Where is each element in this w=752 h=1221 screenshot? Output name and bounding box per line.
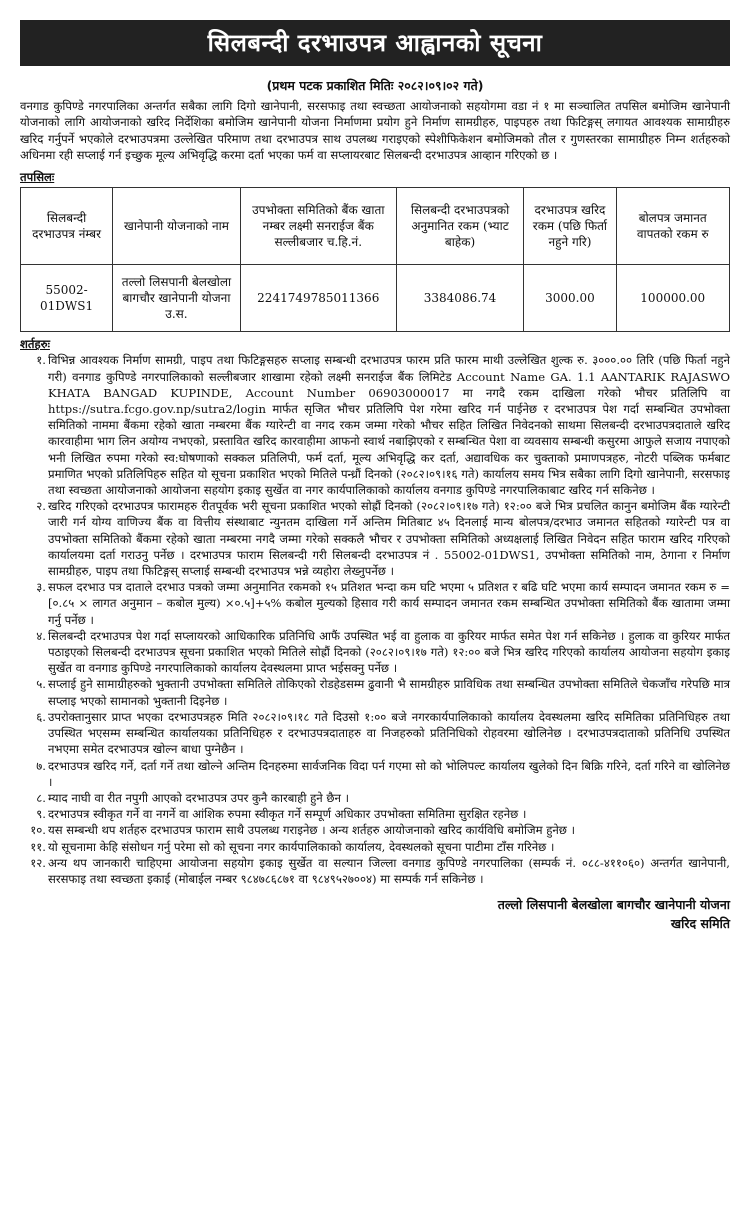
term-number: ५. xyxy=(36,677,46,692)
notice-page xyxy=(0,20,752,1221)
term-text: म्याद नाघी वा रीत नपुगी आएको दरभाउपत्र उपर कुनै कारबाही हुने छैन । xyxy=(48,790,350,805)
term-text: सफल दरभाउ पत्र दाताले दरभाउ पत्रको जम्मा अनुमानित रकमको १५ प्रतिशत भन्दा कम घटि भएमा ५ प्रतिशत र बढि घटि भएमा कार्य सम्पादन जमानत रकम रु = [०.८५ × लागत अनुमान – कबोल मुल्य) ×०.५]+५% कबोल मुल्यको हिसाव गरी कार्य सम्पादन जमानत रकम सम्बन्धित उपभोक्ता समितिको बैंक खातामा जम्मा गर्नु पर्नेछ । xyxy=(48,580,730,627)
term-text: सप्लाई हुने सामाग्रीहरुको भुक्तानी उपभोक्ता समितिले तोकिएको रोडहेडसम्म ढुवानी भै सामग्रीहरु प्राविधिक तथा सम्बन्धित उपभोक्ता समितिले चेकजाँच गरेपछि मात्र सप्लाइ भएको सामानको भुक्तानी दिइनेछ । xyxy=(48,677,730,708)
header-estimate: सिलबन्दी दरभाउपत्रको अनुमानित रकम (भ्याट बाहेक) xyxy=(396,188,524,265)
term-number: ८. xyxy=(36,790,46,805)
term-number: १०. xyxy=(30,823,46,838)
header-bank-account: उपभोक्ता समितिको बैंक खाता नम्बर लक्ष्मी सनराईज बैंक सल्लीबजार च.हि.नं. xyxy=(240,188,396,265)
term-text: उपरोक्तानुसार प्राप्त भएका दरभाउपत्रहरु मिति २०८२।०९।१८ गते दिउसो १:०० बजे नगरकार्यपालिकाको कार्यालय देवस्थलमा खरिद समितिका प्रतिनिधिहरु तथा उपस्थित भएसम्म सम्बन्धित कार्यालयका प्रतिनिधिहरु र दरभाउपत्रदाताहरु वा निजहरुको प्रतिनिधिको रोहवरमा खोलिनेछ । दरभाउपत्रदाताको प्रतिनिधि उपस्थित नभएमा समेत दरभाउपत्र खोल्न बाधा पुग्नेछैन । xyxy=(48,709,730,757)
term-item xyxy=(20,676,730,708)
term-item xyxy=(20,839,730,855)
term-text: दरभाउपत्र स्वीकृत गर्ने वा नगर्ने वा आंशिक रुपमा स्वीकृत गर्ने सम्पूर्ण अधिकार उपभोक्ता समितिमा सुरक्षित रहनेछ । xyxy=(48,807,527,822)
term-text: विभिन्न आवश्यक निर्माण सामग्री, पाइप तथा फिटिङ्गसहरु सप्लाइ सम्बन्धी दरभाउपत्र फारम प्रति फारम माथी उल्लेखित शुल्क रु. ३०००.०० तिरि (पछि फिर्ता नहुने गरी) वनगाड कुपिण्डे नगरपालिकाको सल्लीबजार शाखामा रहेको लक्ष्मी सनराईज बैंक लिमिटेड Account Name GA. 1.1 AANTARIK RAJASWO KHATA BANGAD KUPINDE, Account Number 06903000017 मा नगदै रकम दाखिला गरेको भौचर प्रतिलिपि वा https://sutra.fcgo.gov.np/sutra2/login मार्फत सृजित भौचर प्रतिलिपि पेश गरेमा खरिद गर्न पाईनेछ र दरभाउपत्र पेश गर्दा सम्बन्धित उपभोक्ता समितिको नाममा बैंकमा रहेको खाता नम्बरमा बैंक ग्यारेन्टी वा नगद रकम जम्मा गरेको भौचर सहित लिखित निवेदनको साथमा सिलबन्दी दरभाउपत्रदाताले खरिद कारवाहीमा भाग लिन अयोग्य नभएको, प्रस्तावित खरिद कारवाहीमा आफनो स्वार्थ नबाझिएको र सम्बन्धित पेशा वा व्यवसाय सम्बन्धी कसुरमा आफुले सजाय नपाएको भनी लिखित रुपमा गरेको स्व:घोषणाको सक्कल प्रतिलिपी, फर्म दर्ता, मूल्य अभिवृद्धि कर दर्ता, अद्यावधिक कर चुक्ताको प्रमाणपत्रहरु, नोटरी पब्लिक फर्मबाट प्रमाणित भएको प्रतिलिपिहरु सहित यो सूचना प्रकाशित भएको मितिले पन्ध्रौं दिनको (२०८२।०९।१६ गते) कार्यालय समय भित्र सबैका लागि दिगो खानेपानी, सरसफाइ तथा स्वच्छता आयोजनाको आयोजना सहयोग इकाइ सुर्खेत वा नगर कार्यपालिकाको कार्यालय वनगाड कुपिण्डे नगरपालिकाबाट खरिद गर्न सकिनेछ । xyxy=(48,353,730,498)
cell-security: 100000.00 xyxy=(616,265,730,332)
term-item xyxy=(20,352,730,498)
term-text: यस सम्बन्धी थप शर्तहरु दरभाउपत्र फाराम साथै उपलब्ध गराइनेछ । अन्य शर्तहरु आयोजनाको खरिद कार्यविधि बमोजिम हुनेछ । xyxy=(48,823,576,838)
bid-table xyxy=(20,187,730,332)
term-text: दरभाउपत्र खरिद गर्ने, दर्ता गर्ने तथा खोल्ने अन्तिम दिनहरुमा सार्वजनिक विदा पर्न गएमा सो को भोलिपल्ट कार्यालय खुलेको दिन बिक्रि गरिने, दर्ता गरिने वा खोलिनेछ । xyxy=(48,758,730,789)
term-number: ९. xyxy=(36,807,46,822)
term-text: अन्य थप जानकारी चाहिएमा आयोजना सहयोग इकाइ सुर्खेत वा सल्यान जिल्ला वनगाड कुपिण्डे नगरपालिका (सम्पर्क नं. ०८८-४११०६०) अन्तर्गत खानेपानी, सरसफाइ तथा स्वच्छता इकाई (मोबाईल नम्बर ९८४७८६८७१ वा ९८४९५२७००४) मा सम्पर्क गर्न सकिनेछ । xyxy=(48,855,730,886)
term-item xyxy=(20,628,730,677)
term-item xyxy=(20,806,730,822)
header-project-name: खानेपानी योजनाको नाम xyxy=(113,188,241,265)
term-number: २. xyxy=(36,499,46,514)
term-number: ६. xyxy=(36,709,46,724)
terms-label: शर्तहरुः xyxy=(20,337,50,352)
intro-paragraph: वनगाड कुपिण्डे नगरपालिका अन्तर्गत सबैका लागि दिगो खानेपानी, सरसफाइ तथा स्वच्छता आयोजनाको सहयोगमा वडा नं १ मा सञ्चालित तपसिल बमोजिम खानेपानी योजनाको लागि आयोजनाको खरिद निर्देशिका बमोजिम खानेपानी योजना निर्माणमा प्रयोग हुने निर्माण सामग्रीहरु, पाइपहरु तथा फिटिङ्गस् लगायत आवश्यक सामाग्रीहरु खरिद गर्नुपर्ने भएकोले दरभाउपत्रमा उल्लेखित परिमाण तथा दरभाउपत्र साथ उपलब्ध गराइएको स्पेशीफिकेशन बमोजिमको तौल र गुणस्तरका सामाग्रीहरु निम्न शर्तहरुको अधिनमा रही सप्लाई गर्न इच्छुक मूल्य अभिवृद्धि करमा दर्ता भएका फर्म वा सप्लायरबाट सिलबन्दी दरभाउपत्र आव्हान गरिएको छ । xyxy=(20,99,730,162)
term-item xyxy=(20,579,730,628)
term-text: यो सूचनामा केहि संसोधन गर्नु परेमा सो को सूचना नगर कार्यपालिकाको कार्यालय, देवस्थलको सूचना पाटीमा टाँस गरिनेछ । xyxy=(48,839,555,854)
cell-bid-number: 55002-01DWS1 xyxy=(21,265,113,332)
signature-block xyxy=(20,895,730,933)
cell-form-fee: 3000.00 xyxy=(524,265,616,332)
header-form-fee: दरभाउपत्र खरिद रकम (पछि फिर्ता नहुने गरि) xyxy=(524,188,616,265)
term-number: १. xyxy=(36,353,46,368)
term-item xyxy=(20,709,730,758)
signature-committee-name: तल्लो लिसपानी बेलखोला बागचौर खानेपानी योजना xyxy=(497,897,730,913)
term-number: १२. xyxy=(30,855,46,870)
term-text: सिलबन्दी दरभाउपत्र पेश गर्दा सप्लायरको आधिकारिक प्रतिनिधि आफैं उपस्थित भई वा हुलाक वा कुरियर मार्फत समेत पेश गर्न सकिनेछ । हुलाक वा कुरियर मार्फत पठाइएको सिलबन्दी दरभाउपत्र सूचना प्रकाशित भएको मितिले सोह्रौं दिनको (२०८२।०९।१७ गते) १२:०० बजे भित्र खरिद गरिएको कार्यालय आयोजना सहयोग इकाइ सुर्खेत वा वनगाड कुपिण्डे नगरपालिकाको कार्यालय देवस्थलमा प्राप्त भईसक्नु पर्नेछ । xyxy=(48,628,730,676)
term-item xyxy=(20,855,730,887)
schedule-label: तपसिलः xyxy=(20,170,55,185)
term-item xyxy=(20,822,730,838)
term-number: ३. xyxy=(36,580,46,595)
term-number: ११. xyxy=(30,839,46,854)
term-item xyxy=(20,498,730,579)
cell-project-name: तल्लो लिसपानी बेलखोला बागचौर खानेपानी योजना उ.स. xyxy=(113,265,241,332)
term-text: खरिद गरिएको दरभाउपत्र फारामहरु रीतपूर्वक भरी सूचना प्रकाशित भएको सोह्रौं दिनको (२०८२।०९।१७ गते) १२:०० बजे भित्र प्रचलित कानुन बमोजिम बैंक ग्यारेन्टी जारी गर्न योग्य वाणिज्य बैंक वा वित्तीय संस्थाबाट न्युनतम दाखिला गर्ने अन्तिम मितिबाट ४५ दिनलाई मान्य बोलपत्र/दरभाउ जमानत सहितको ग्यारेन्टी पत्र वा उपभोक्ता समितिको बैंकमा रहेको खाता नम्बरमा नगदै जम्मा गरेको सक्कलै भौचर र उपभोक्ता समितिको अध्यक्षलाई लिखित निवेदन सहित फाराम खरिद गरिएको कार्यालयमा दर्ता गराउनु पर्नेछ । दरभाउपत्र फाराम सिलबन्दी गरी सिलबन्दी दरभाउपत्र नं . 55002-01DWS1, उपभोक्ता समितिको नाम, ठेगाना र निर्माण सामग्रीहरु, पाइप तथा फिटिङ्गस् सप्लाई सम्बन्धी दरभाउपत्र भन्ने व्यहोरा लेख्नुपर्नेछ । xyxy=(48,499,730,579)
table-header-row xyxy=(21,188,730,265)
term-number: ४. xyxy=(36,628,46,643)
terms-list xyxy=(20,352,730,887)
cell-bank-account: 2241749785011366 xyxy=(240,265,396,332)
signature-role: खरिद समिति xyxy=(670,916,730,932)
table-row xyxy=(21,265,730,332)
term-item xyxy=(20,790,730,806)
header-security: बोलपत्र जमानत वापतको रकम रु xyxy=(616,188,730,265)
notice-title: सिलबन्दी दरभाउपत्र आह्वानको सूचना xyxy=(20,20,730,66)
cell-estimate: 3384086.74 xyxy=(396,265,524,332)
publication-date: (प्रथम पटक प्रकाशित मितिः २०८२।०९।०२ गते) xyxy=(266,78,484,93)
term-number: ७. xyxy=(36,758,46,773)
header-bid-number: सिलबन्दी दरभाउपत्र नंम्बर xyxy=(21,188,113,265)
term-item xyxy=(20,758,730,790)
